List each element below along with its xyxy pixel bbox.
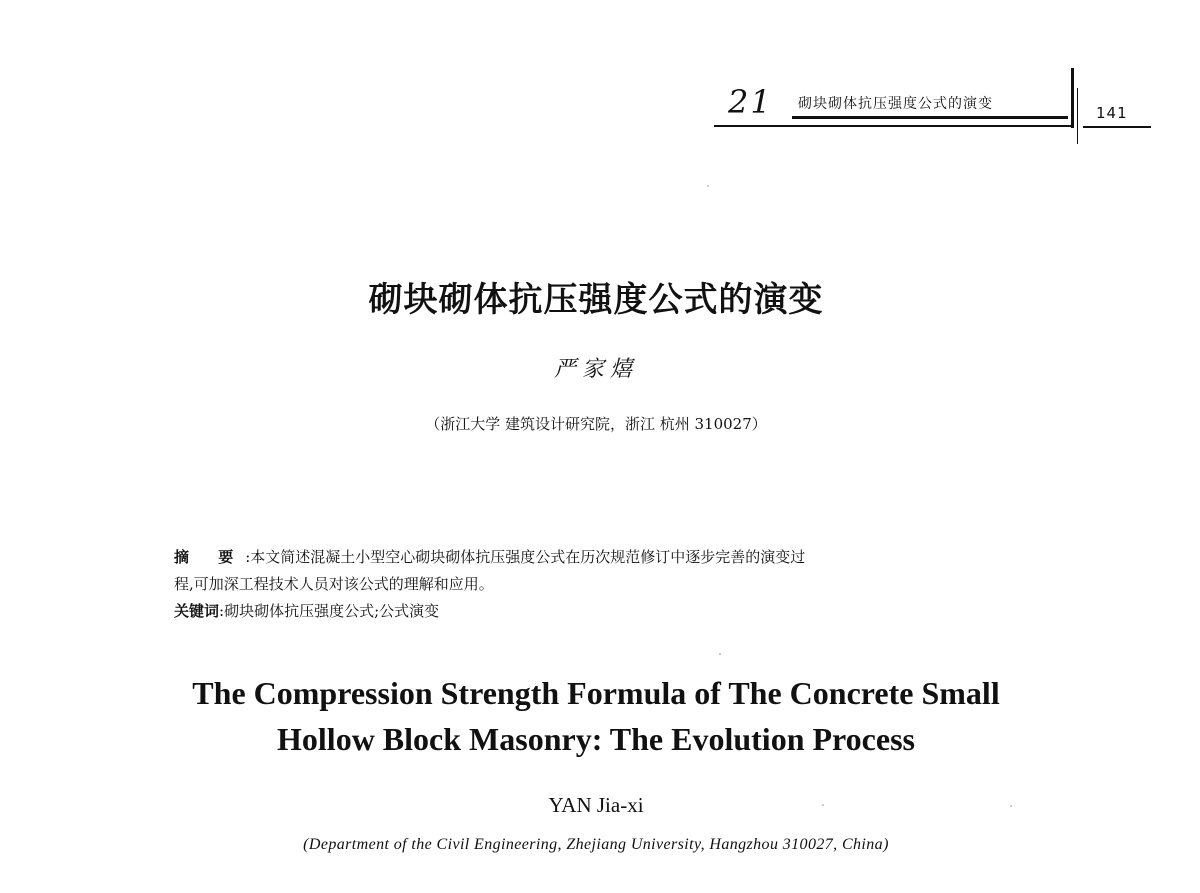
abstract-text: :本文简述混凝土小型空心砌块砌体抗压强度公式在历次规范修订中逐步完善的演变过	[245, 548, 806, 566]
abstract-line	[174, 544, 1034, 571]
article-title-cn: 砌块砌体抗压强度公式的演变	[368, 280, 824, 320]
affiliation-cn: （浙江大学 建筑设计研究院，浙江 杭州 310027）	[425, 415, 767, 433]
article-title-en-line: The Compression Strength Formula of The Concrete Small	[192, 675, 1000, 711]
article-title-en	[0, 670, 1192, 762]
running-header	[0, 0, 1200, 150]
scan-speck	[822, 804, 824, 806]
page-number: 141	[1096, 104, 1128, 122]
scan-speck	[719, 653, 721, 655]
article-title-en-line: Hollow Block Masonry: The Evolution Process	[277, 721, 915, 757]
header-rule	[714, 125, 1074, 127]
running-header-title: 砌块砌体抗压强度公式的演变	[798, 96, 993, 112]
header-title-underline	[792, 116, 1068, 119]
keywords-text: :砌块砌体抗压强度公式;公式演变	[219, 602, 440, 620]
keywords-label: 关键词	[174, 602, 220, 620]
abstract-section	[174, 544, 1034, 625]
author-cn: 严家熺	[553, 357, 638, 382]
author-en: YAN Jia-xi	[548, 793, 644, 817]
chapter-number: 21	[728, 83, 773, 121]
header-divider-thin	[1077, 88, 1078, 144]
abstract-text-continued: 程,可加深工程技术人员对该公式的理解和应用。	[174, 575, 494, 593]
keywords-line	[174, 598, 1034, 625]
header-divider	[1071, 68, 1074, 128]
scan-speck	[707, 185, 709, 187]
page-number-rule	[1083, 126, 1151, 128]
abstract-label: 摘 要	[174, 548, 246, 566]
scan-speck	[1010, 805, 1012, 807]
affiliation-en: (Department of the Civil Engineering, Zhejiang University, Hangzhou 310027, China)	[303, 836, 889, 853]
abstract-line	[174, 571, 1034, 598]
